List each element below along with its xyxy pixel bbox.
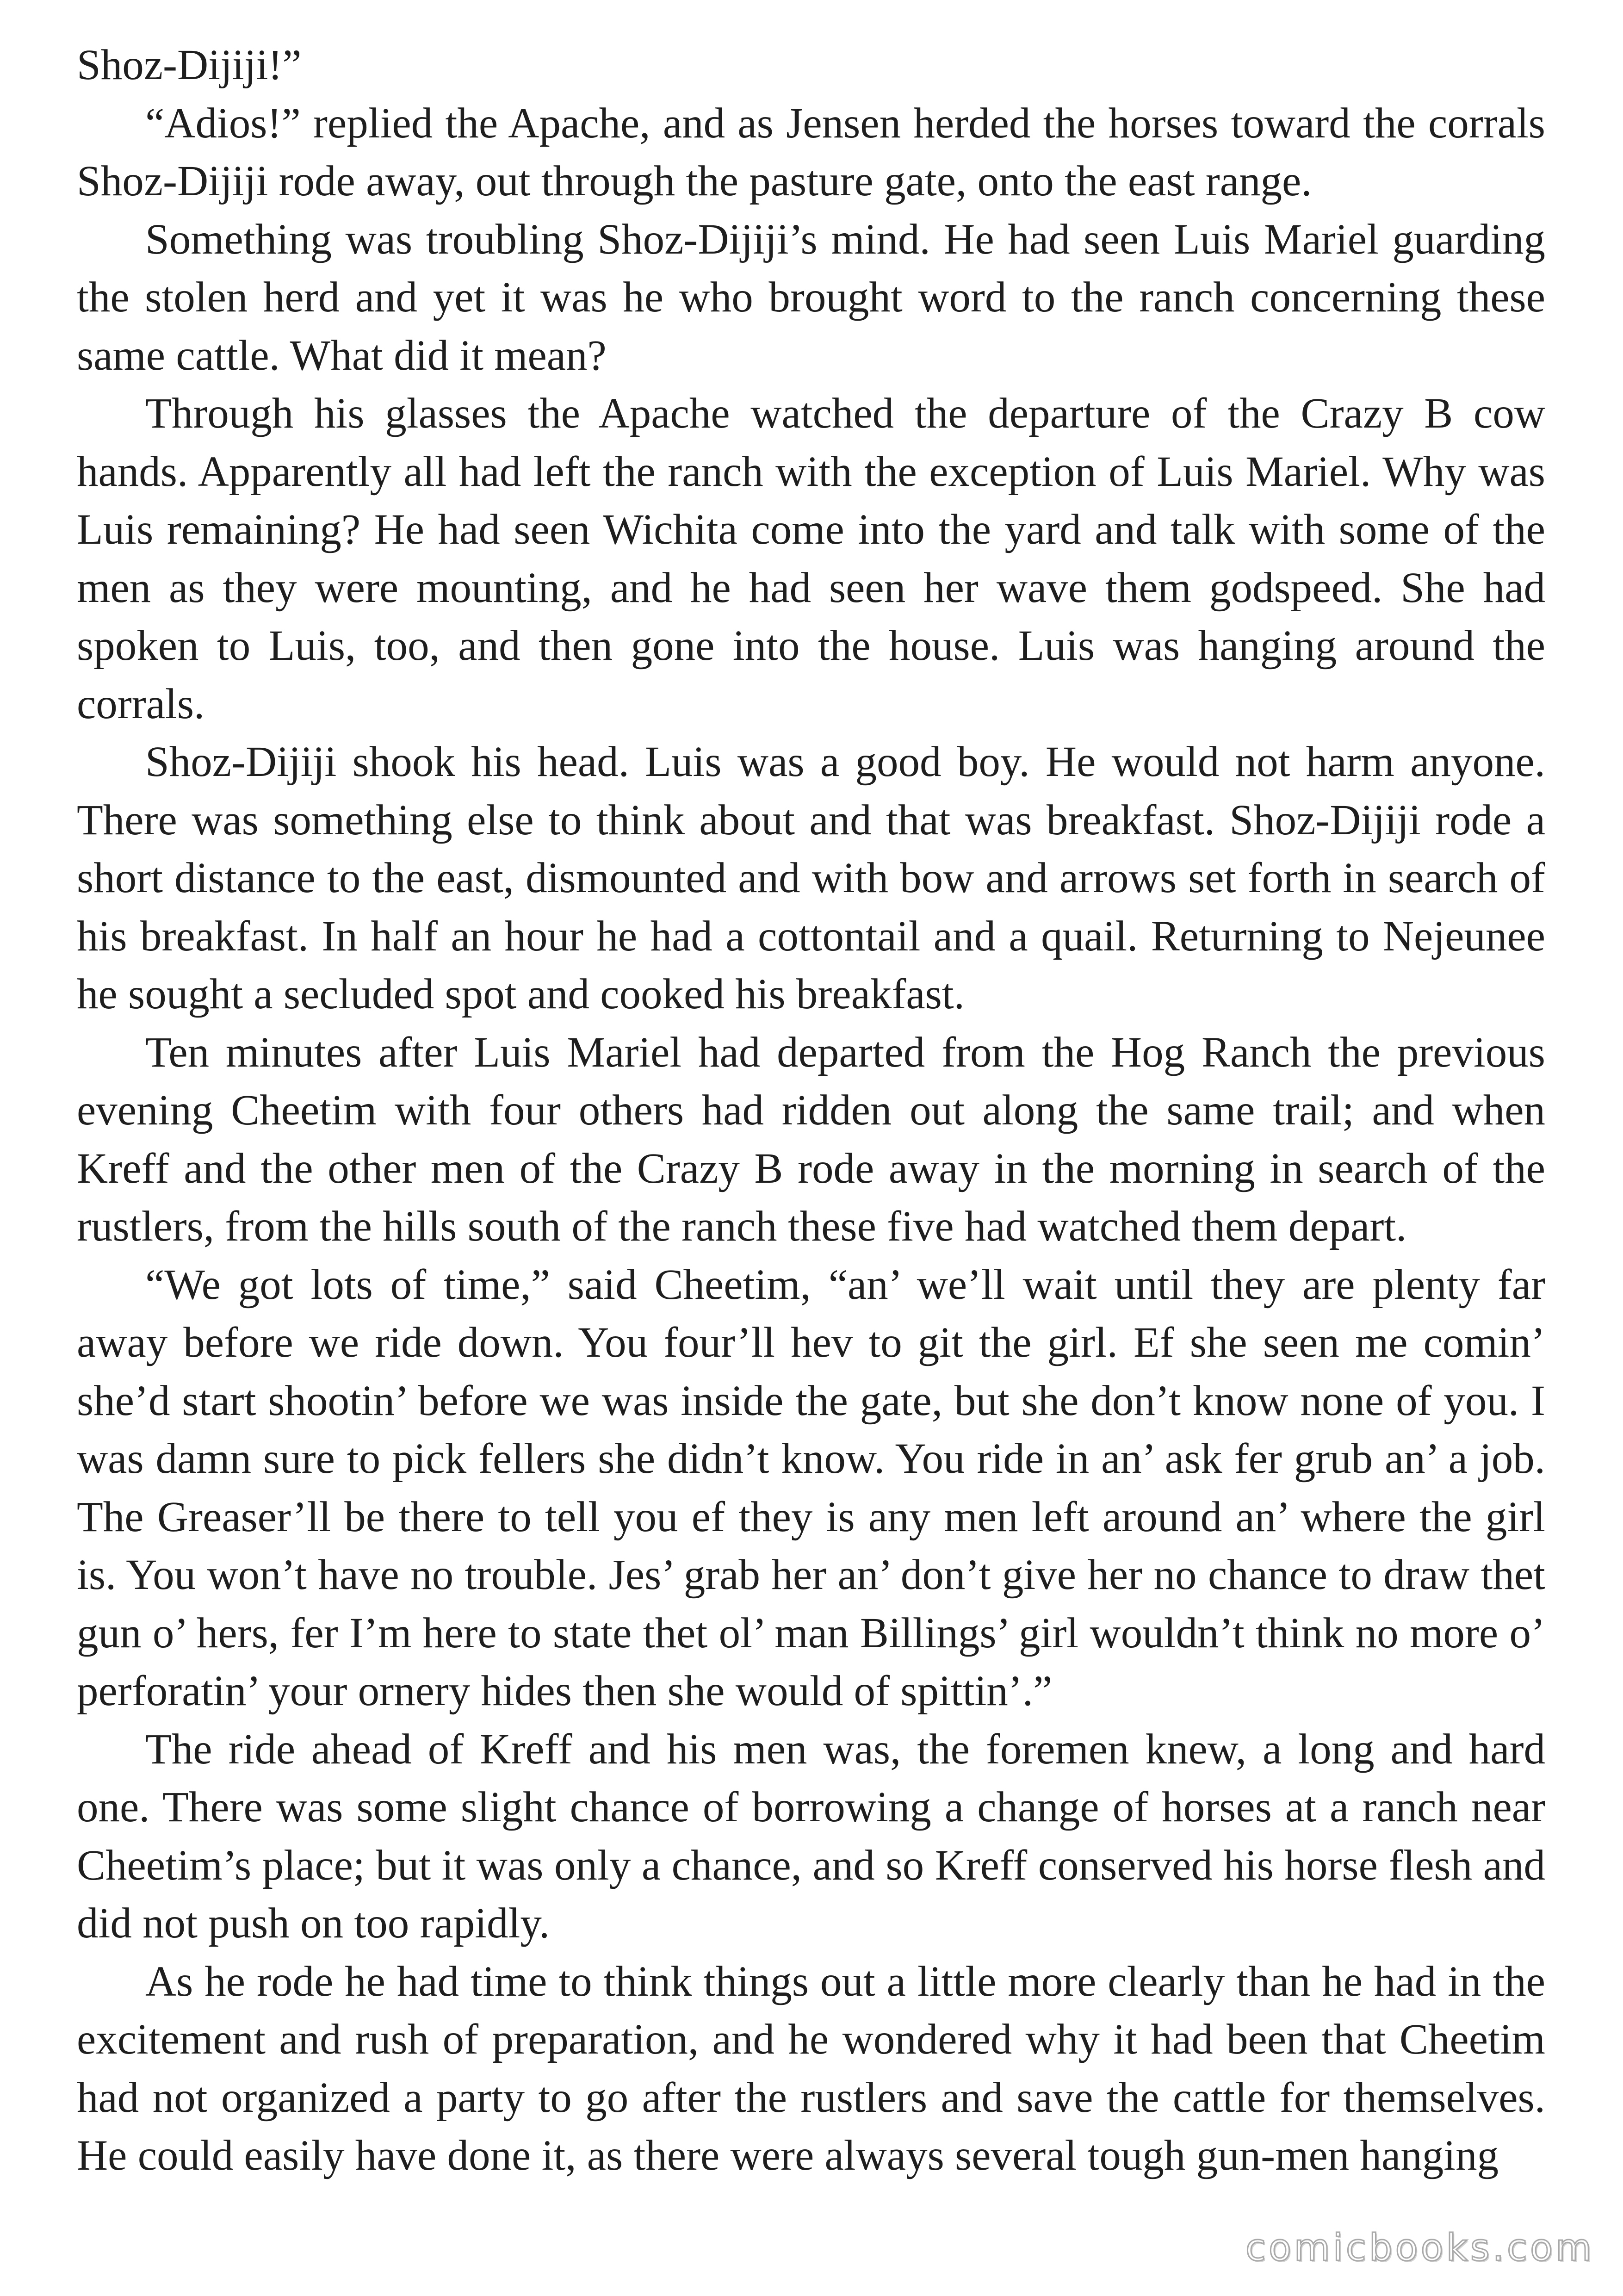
paragraph-2: “Adios!” replied the Apache, and as Jensen herded the horses toward the corrals Shoz-Dijiji rode away, out through the pasture gate, onto the east range. <box>77 99 1545 205</box>
paragraph-7: “We got lots of time,” said Cheetim, “an’ we’ll wait until they are plenty far away before we ride down. You four’ll hev to git the girl. Ef she seen me comin’ she’d start shootin’ before we was inside the gate, but she don’t know none of you. I was damn sure to pick fellers she didn’t know. You ride in an’ ask fer grub an’ a job. The Greaser’ll be there to tell you ef they is any men left around an’ where the girl is. You won’t have no trouble. Jes’ grab her an’ don’t give her no chance to draw thet gun o’ hers, fer I’m here to state thet ol’ man Billings’ girl wouldn’t think no more o’ perforatin’ your ornery hides then she would of spittin’.” <box>77 1260 1545 1715</box>
paragraph-9: As he rode he had time to think things out a little more clearly than he had in the excitement and rush of preparation, and he wondered why it had been that Cheetim had not organized a party to go after the rustlers and save the cattle for themselves. He could easily have done it, as there were always several tough gun-men hanging <box>77 1957 1545 2179</box>
paragraph-4: Through his glasses the Apache watched the departure of the Crazy B cow hands. Apparently all had left the ranch with the exception of Luis Mariel. Why was Luis remaining? He had seen Wichita come into the yard and talk with some of the men as they were mounting, and he had seen her wave them godspeed. She had spoken to Luis, too, and then gone into the house. Luis was hanging around the corrals. <box>77 390 1545 728</box>
paragraph-1: Shoz-Dijiji!” <box>77 41 302 89</box>
paragraph-8: The ride ahead of Kreff and his men was, the foremen knew, a long and hard one. There was some slight chance of borrowing a change of horses at a ranch near Cheetim’s place; but it was only a chance, and so Kreff conserved his horse flesh and did not push on too rapidly. <box>77 1725 1545 1947</box>
paragraph-6: Ten minutes after Luis Mariel had departed from the Hog Ranch the previous evening Cheetim with four others had ridden out along the same trail; and when Kreff and the other men of the Crazy B rode away in the morning in search of the rustlers, from the hills south of the ranch these five had watched them depart. <box>77 1028 1545 1250</box>
watermark: comicbooks.com <box>1245 2226 1594 2269</box>
paragraph-3: Something was troubling Shoz-Dijiji’s mind. He had seen Luis Mariel guarding the stolen herd and yet it was he who brought word to the ranch concerning these same cattle. What did it mean? <box>77 215 1545 379</box>
paragraph-5: Shoz-Dijiji shook his head. Luis was a good boy. He would not harm anyone. There was something else to think about and that was breakfast. Shoz-Dijiji rode a short distance to the east, dismounted and with bow and arrows set forth in search of his breakfast. In half an hour he had a cottontail and a quail. Returning to Nejeunee he sought a secluded spot and cooked his breakfast. <box>77 738 1545 1018</box>
page-text <box>77 36 1545 2185</box>
